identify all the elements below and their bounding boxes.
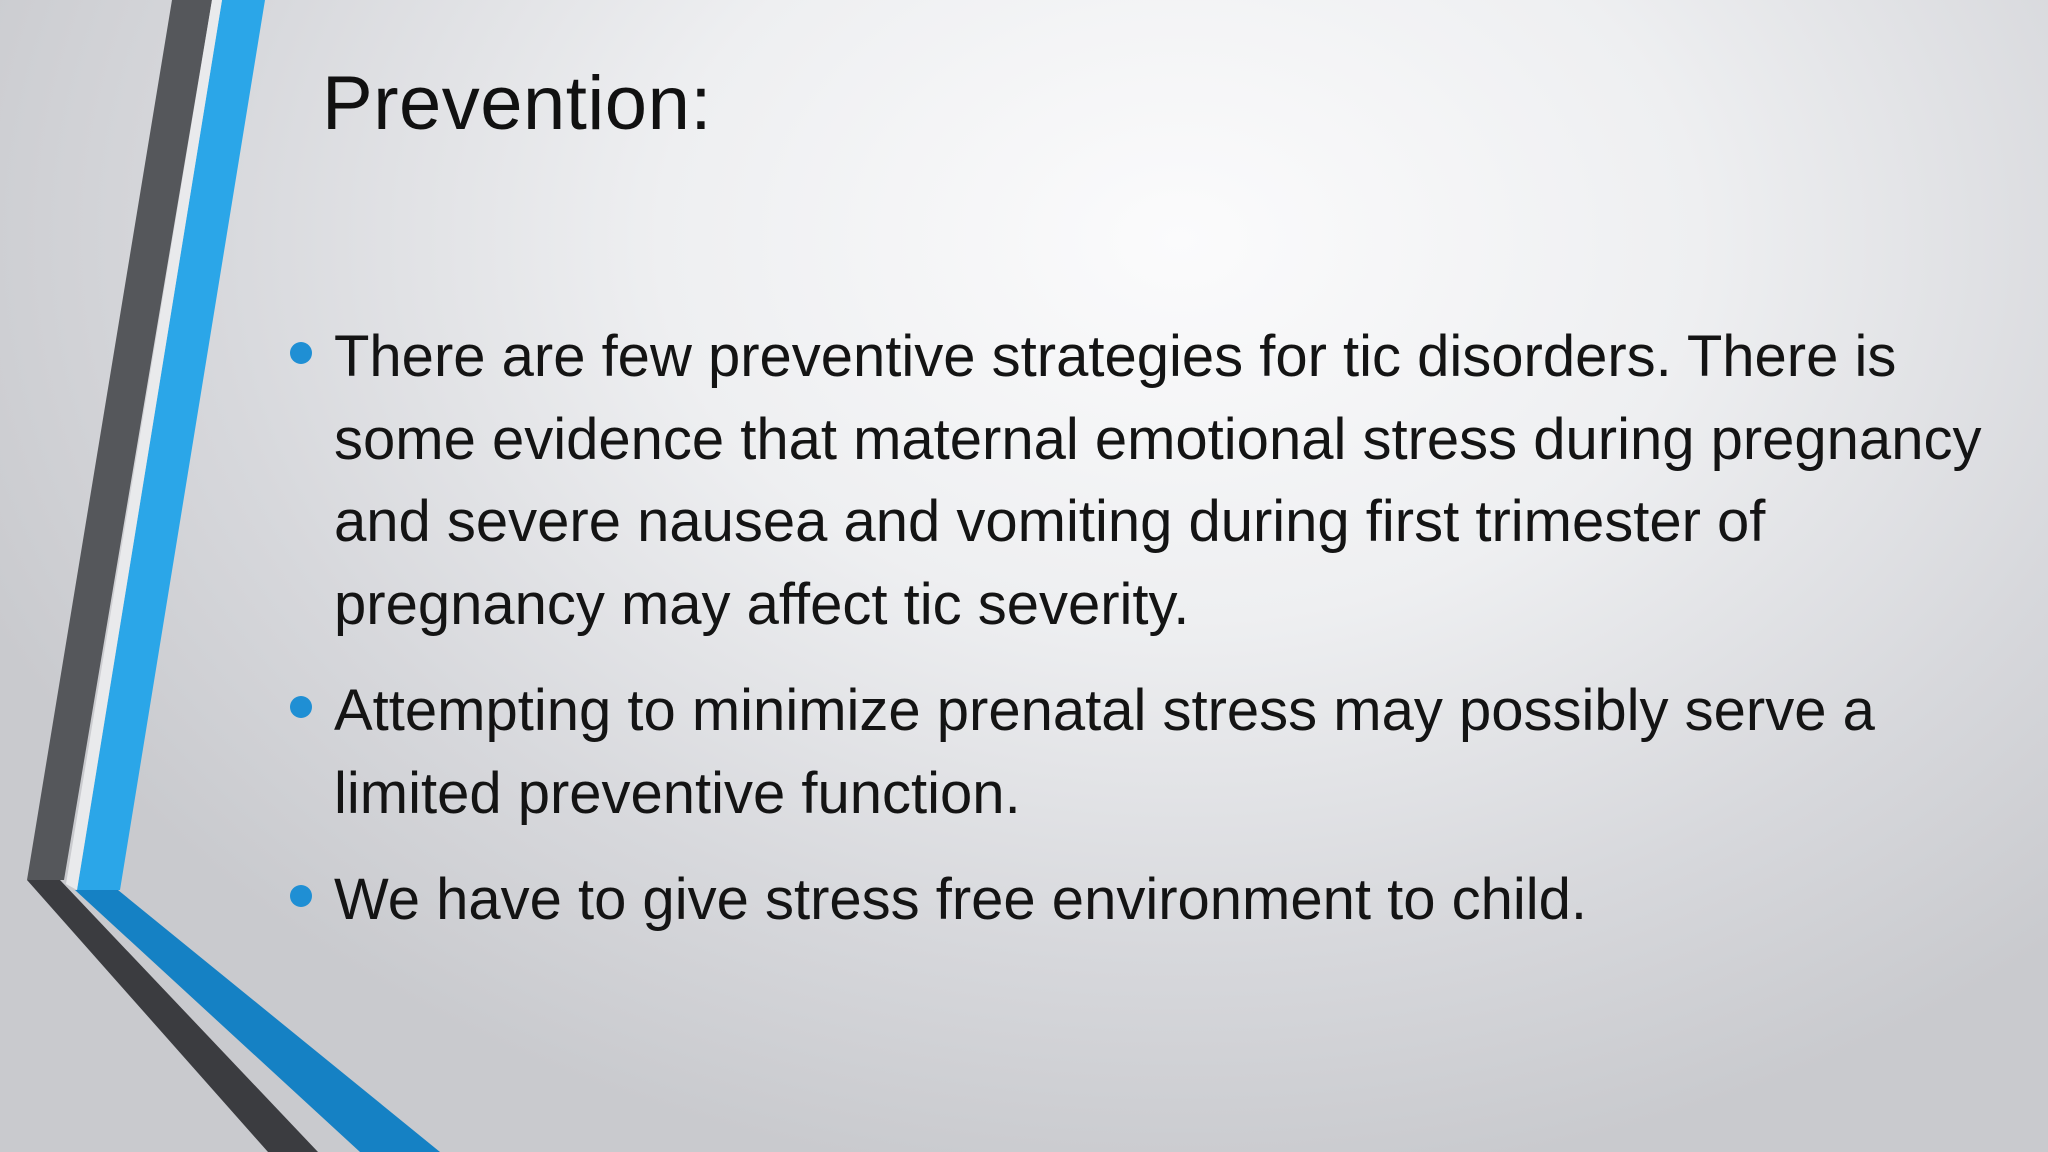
gray-lower-bar [27, 880, 318, 1152]
bullet-dot-icon [290, 342, 312, 364]
bullet-list [286, 316, 2006, 966]
bullet-item [286, 670, 2006, 835]
bullet-item [286, 316, 2006, 646]
bullet-text: We have to give stress free environment to child. [334, 867, 1587, 932]
bullet-dot-icon [290, 696, 312, 718]
slide-title: Prevention: [322, 61, 712, 146]
bullet-dot-icon [290, 885, 312, 907]
bullet-text: There are few preventive strategies for tic disorders. There is some evidence that maternal emotional stress during pregnancy and severe nausea and vomiting during first trimester of pregnancy may affect tic severity. [334, 324, 1982, 637]
bullet-item [286, 859, 2006, 942]
highlight-strip [66, 0, 222, 890]
bullet-text: Attempting to minimize prenatal stress may possibly serve a limited preventive function. [334, 678, 1875, 826]
